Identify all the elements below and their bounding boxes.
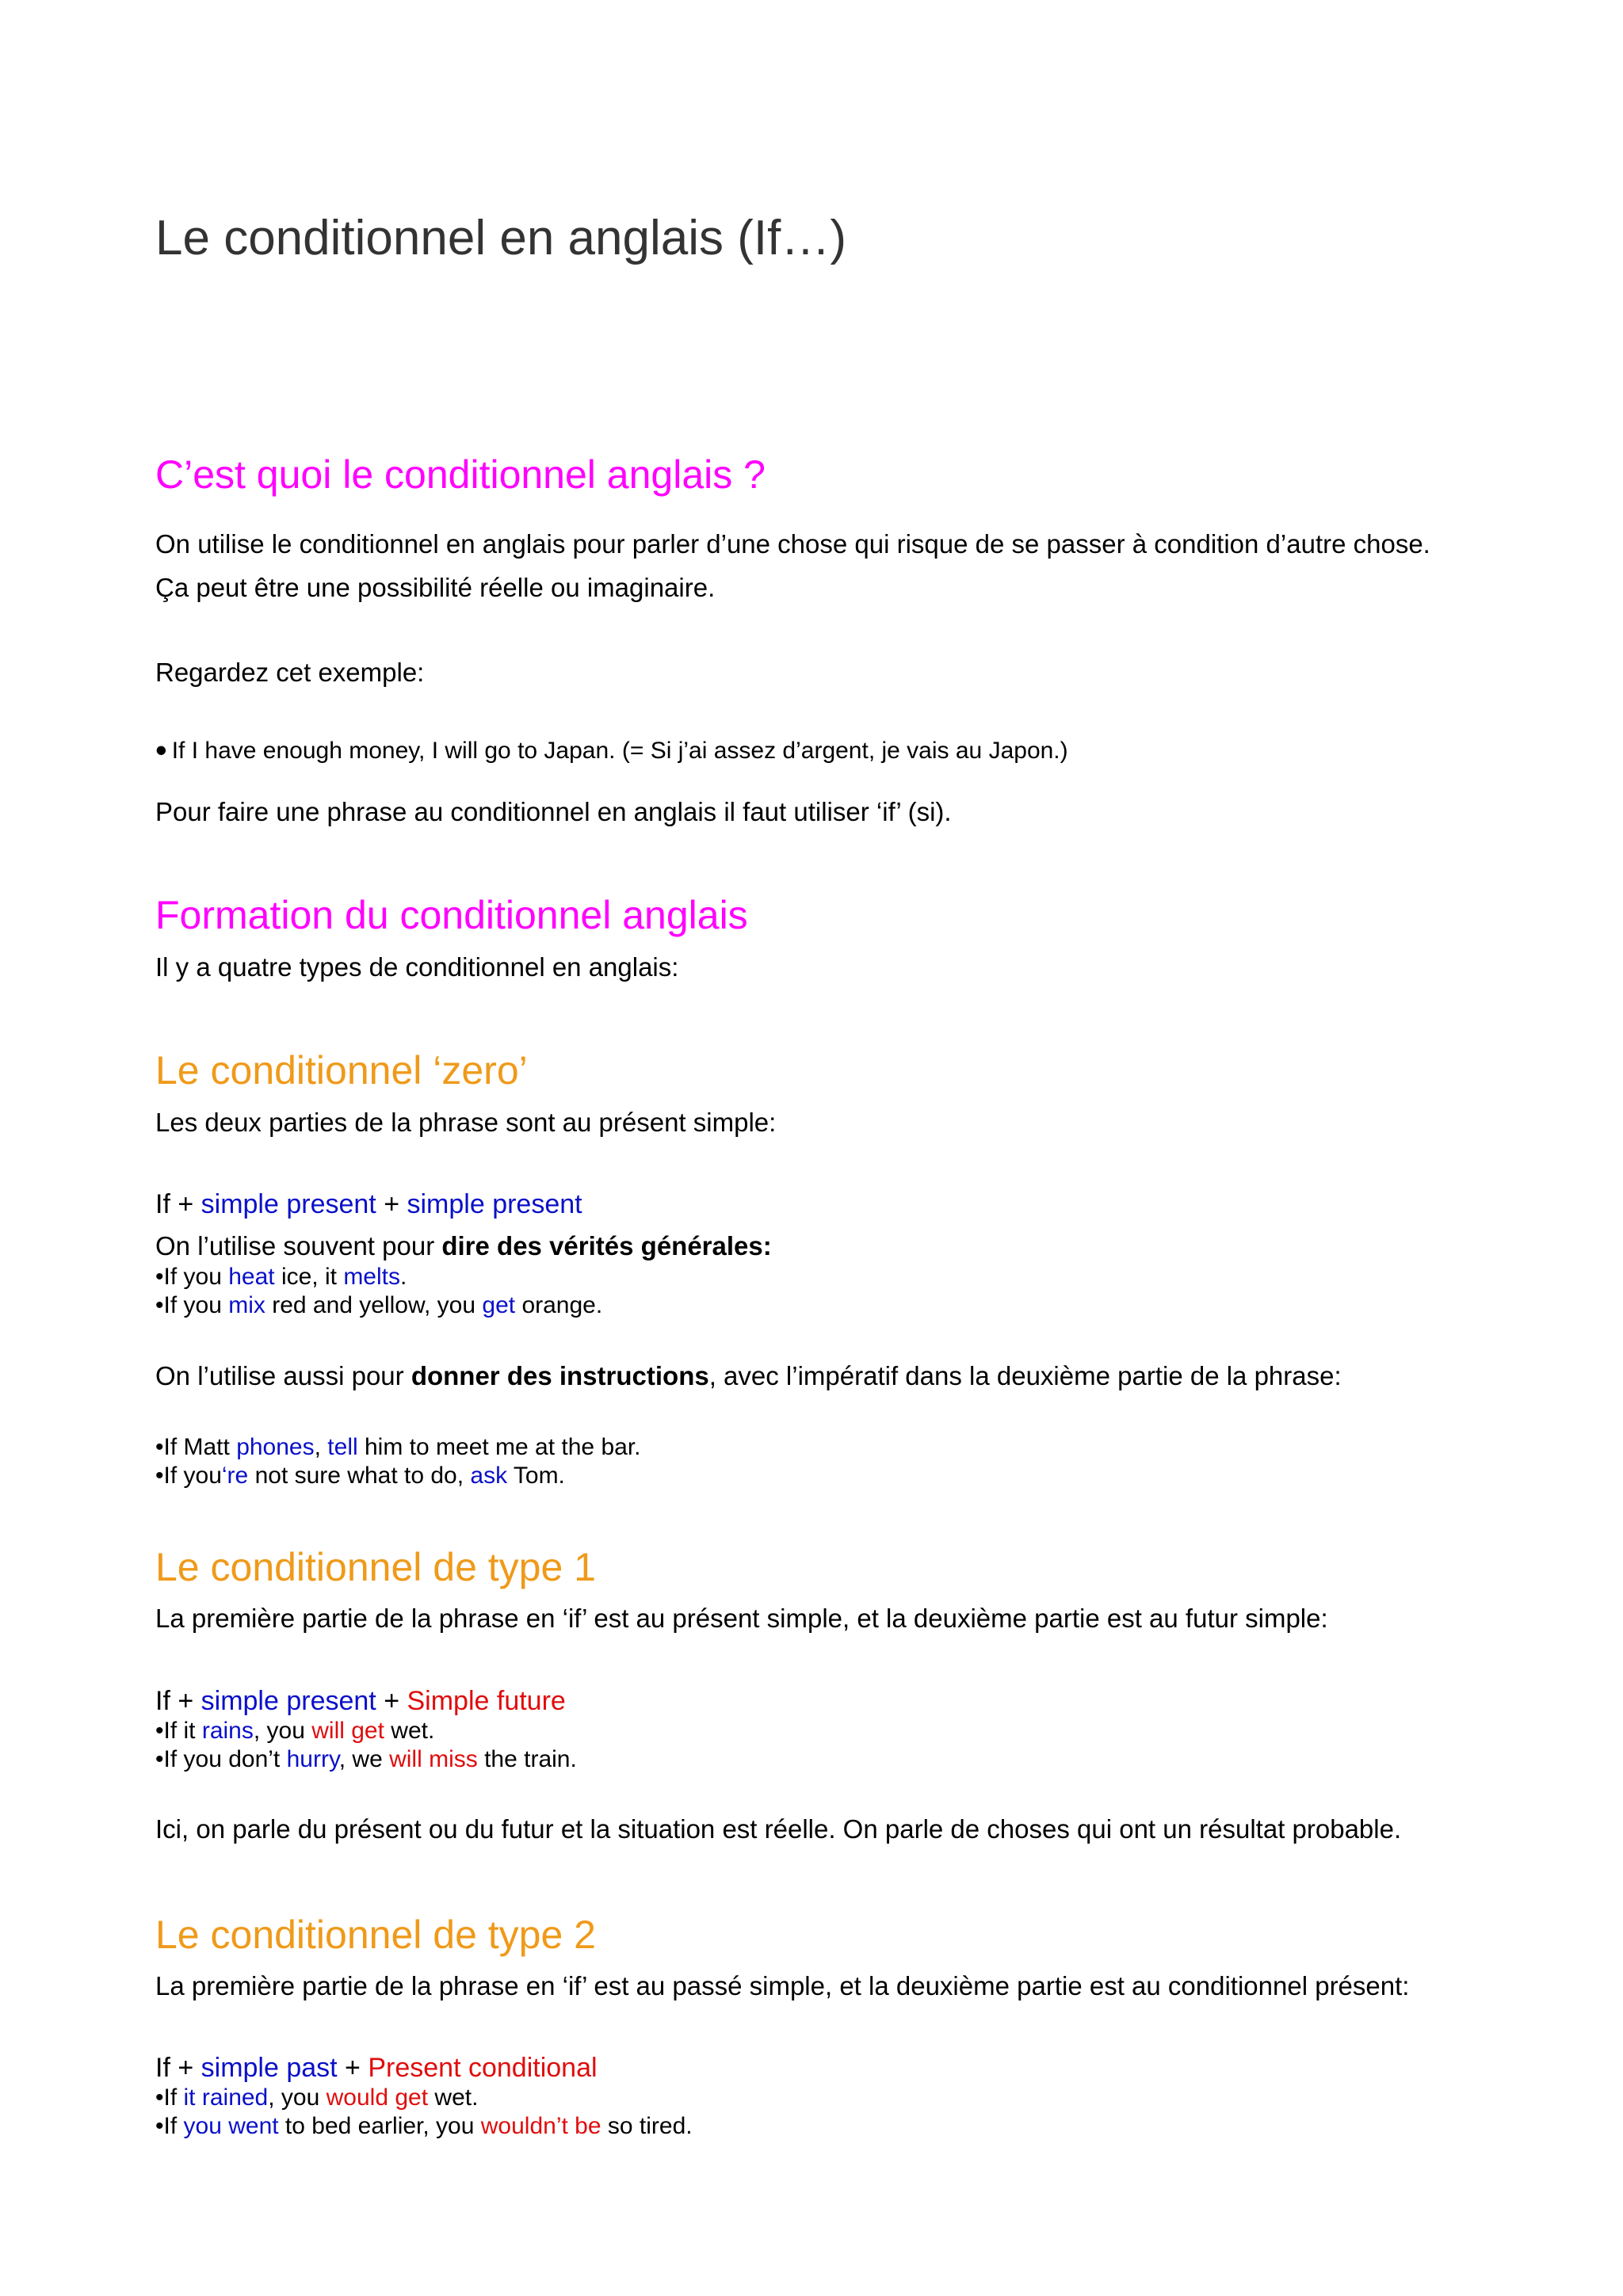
blue-verb: you went <box>183 2113 279 2139</box>
zero-formula <box>155 1191 582 1218</box>
text-segment: •If you <box>155 1463 222 1489</box>
text-segment: •If it <box>155 1718 202 1744</box>
bold-text: donner des instructions <box>411 1361 709 1390</box>
text-segment: . <box>400 1264 407 1290</box>
text-segment: On l’utilise aussi pour <box>155 1361 411 1390</box>
formula-part2: Present conditional <box>368 2053 598 2083</box>
blue-verb: melts <box>343 1264 400 1290</box>
intro-paragraph-line1: On utilise le conditionnel en anglais pour parler d’une chose qui risque de se passer à condition d’autre chose. <box>155 529 1430 559</box>
document-title: Le conditionnel en anglais (If…) <box>155 211 846 265</box>
text-segment: wet. <box>384 1718 435 1744</box>
type1-formula <box>155 1688 566 1714</box>
text-segment: , we <box>338 1746 390 1772</box>
blue-verb: it rained <box>183 2084 269 2111</box>
text-segment: red and yellow, you <box>265 1292 483 1318</box>
text-segment: so tired. <box>601 2113 693 2139</box>
red-verb: wouldn’t be <box>480 2113 601 2139</box>
use-if-text: Pour faire une phrase au conditionnel en anglais il faut utiliser ‘if’ (si). <box>155 797 952 826</box>
formation-text: Il y a quatre types de conditionnel en anglais: <box>155 952 679 982</box>
type1-example-2 <box>155 1748 577 1772</box>
formula-if: If + <box>155 2053 201 2083</box>
text-segment: On l’utilise souvent pour <box>155 1231 442 1261</box>
text-segment: not sure what to do, <box>248 1463 471 1489</box>
look-example-text: Regardez cet exemple: <box>155 658 425 687</box>
formula-part2: simple present <box>407 1189 582 1219</box>
type1-example-1 <box>155 1719 434 1743</box>
intro-example-text: If I have enough money, I will go to Japan. (= Si j’ai assez d’argent, je vais au Japon.) <box>171 738 1068 764</box>
text-segment: to bed earlier, you <box>278 2113 481 2139</box>
zero-example-3 <box>155 1436 641 1459</box>
red-verb: will get <box>311 1718 384 1744</box>
text-segment: •If you <box>155 1292 229 1318</box>
type2-formula <box>155 2054 598 2081</box>
text-segment: •If <box>155 2084 184 2111</box>
blue-verb: heat <box>228 1264 275 1290</box>
type2-heading: Le conditionnel de type 2 <box>155 1913 596 1957</box>
blue-verb: ask <box>470 1463 508 1489</box>
type2-example-1 <box>155 2086 478 2110</box>
type1-note: Ici, on parle du présent ou du futur et la situation est réelle. On parle de choses qui ont un résultat probable. <box>155 1814 1402 1844</box>
formula-part1: simple present <box>200 1686 376 1716</box>
type1-description: La première partie de la phrase en ‘if’ est au présent simple, et la deuxième partie est au futur simple: <box>155 1604 1328 1633</box>
formula-plus: + <box>376 1686 407 1716</box>
blue-verb: ‘re <box>221 1463 249 1489</box>
formula-if: If + <box>155 1686 201 1716</box>
text-segment: •If Matt <box>155 1434 237 1460</box>
intro-example-bullet <box>155 731 1068 769</box>
blue-verb: tell <box>327 1434 358 1460</box>
text-segment: the train. <box>477 1746 577 1772</box>
intro-heading: C’est quoi le conditionnel anglais ? <box>155 452 766 497</box>
formation-heading: Formation du conditionnel anglais <box>155 893 748 937</box>
blue-verb: hurry <box>286 1746 339 1772</box>
zero-example-4 <box>155 1464 565 1488</box>
bold-text: dire des vérités générales: <box>441 1231 772 1261</box>
blue-verb: rains <box>201 1718 254 1744</box>
text-segment: orange. <box>515 1292 603 1318</box>
text-segment: , <box>314 1434 328 1460</box>
text-segment: him to meet me at the bar. <box>357 1434 641 1460</box>
zero-example-2 <box>155 1294 602 1318</box>
text-segment: •If you don’t <box>155 1746 287 1772</box>
red-verb: will miss <box>389 1746 478 1772</box>
text-segment: wet. <box>428 2084 479 2111</box>
zero-heading: Le conditionnel ‘zero’ <box>155 1048 528 1093</box>
text-segment: , you <box>268 2084 327 2111</box>
blue-verb: get <box>482 1292 516 1318</box>
formula-part1: simple present <box>200 1189 376 1219</box>
text-segment: Tom. <box>507 1463 565 1489</box>
zero-truths-text <box>155 1233 772 1259</box>
zero-instructions-text <box>155 1363 1342 1389</box>
type2-description: La première partie de la phrase en ‘if’ est au passé simple, et la deuxième partie est au conditionnel présent: <box>155 1971 1410 2000</box>
intro-paragraph-line2: Ça peut être une possibilité réelle ou imaginaire. <box>155 573 716 602</box>
blue-verb: mix <box>228 1292 265 1318</box>
formula-part2: Simple future <box>407 1686 566 1716</box>
zero-description: Les deux parties de la phrase sont au présent simple: <box>155 1108 777 1137</box>
text-segment: ice, it <box>274 1264 344 1290</box>
bullet-icon: • <box>155 731 167 769</box>
formula-if: If + <box>155 1189 201 1219</box>
formula-plus: + <box>337 2053 369 2083</box>
formula-part1: simple past <box>200 2053 338 2083</box>
formula-plus: + <box>376 1189 407 1219</box>
type1-heading: Le conditionnel de type 1 <box>155 1545 596 1589</box>
blue-verb: phones <box>236 1434 315 1460</box>
zero-example-1 <box>155 1265 407 1289</box>
type2-example-2 <box>155 2115 693 2138</box>
text-segment: , you <box>253 1718 312 1744</box>
text-segment: , avec l’impératif dans la deuxième partie de la phrase: <box>708 1361 1342 1390</box>
red-verb: would get <box>326 2084 429 2111</box>
text-segment: •If you <box>155 1264 229 1290</box>
text-segment: •If <box>155 2113 184 2139</box>
